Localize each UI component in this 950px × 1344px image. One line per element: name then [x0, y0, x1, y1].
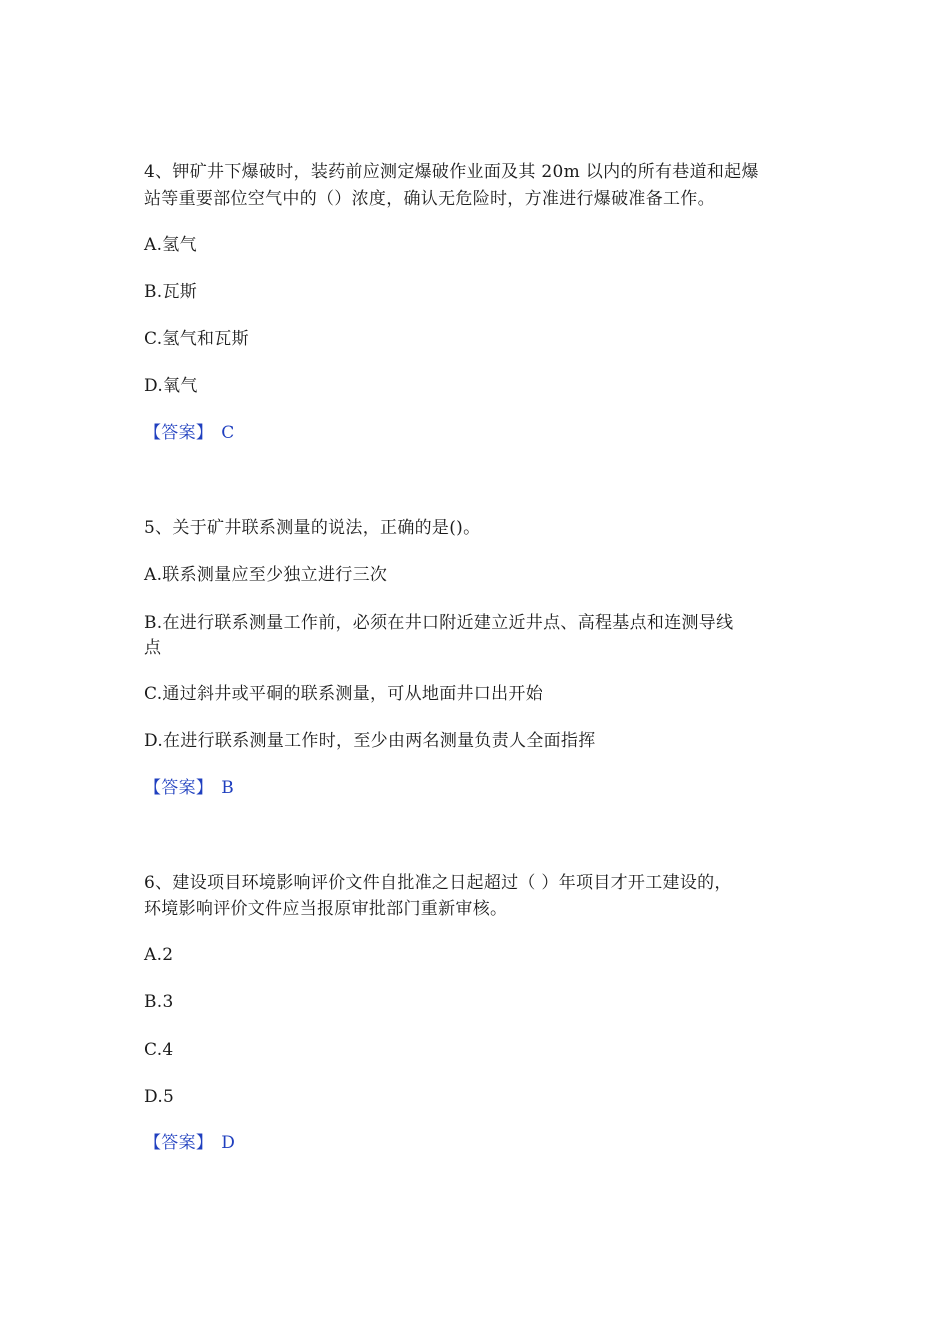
answer-row [144, 421, 235, 445]
option-d: D.氧气 [144, 376, 198, 396]
question-stem-line: 站等重要部位空气中的（）浓度，确认无危险时，方准进行爆破准备工作。 [144, 189, 715, 209]
option-b: B.在进行联系测量工作前，必须在井口附近建立近井点、高程基点和连测导线 [144, 613, 734, 633]
option-a: A.联系测量应至少独立进行三次 [144, 565, 388, 585]
answer-label: 【答案】 [144, 423, 214, 443]
option-a: A.2 [144, 945, 174, 965]
answer-value: C [221, 423, 235, 443]
option-c: C.4 [144, 1040, 174, 1060]
answer-label: 【答案】 [144, 778, 214, 798]
answer-row [144, 1131, 235, 1155]
question-stem-line: 环境影响评价文件应当报原审批部门重新审核。 [144, 899, 508, 919]
option-a: A.氢气 [144, 235, 197, 255]
option-b-continuation: 点 [144, 638, 162, 658]
question-stem-line: 5、关于矿井联系测量的说法，正确的是()。 [144, 518, 481, 538]
answer-value: D [221, 1133, 236, 1153]
question-stem-line: 6、建设项目环境影响评价文件自批准之日起超过（ ）年项目才开工建设的， [144, 873, 732, 893]
question-stem-line: 4、钾矿井下爆破时，装药前应测定爆破作业面及其 20m 以内的所有巷道和起爆 [144, 162, 759, 182]
option-c: C.通过斜井或平硐的联系测量，可从地面井口出开始 [144, 684, 544, 704]
option-b: B.3 [144, 992, 174, 1012]
option-d: D.在进行联系测量工作时，至少由两名测量负责人全面指挥 [144, 731, 596, 751]
option-b: B.瓦斯 [144, 282, 198, 302]
option-d: D.5 [144, 1087, 175, 1107]
option-c: C.氢气和瓦斯 [144, 329, 249, 349]
answer-label: 【答案】 [144, 1133, 214, 1153]
answer-row [144, 776, 234, 800]
answer-value: B [221, 778, 234, 798]
